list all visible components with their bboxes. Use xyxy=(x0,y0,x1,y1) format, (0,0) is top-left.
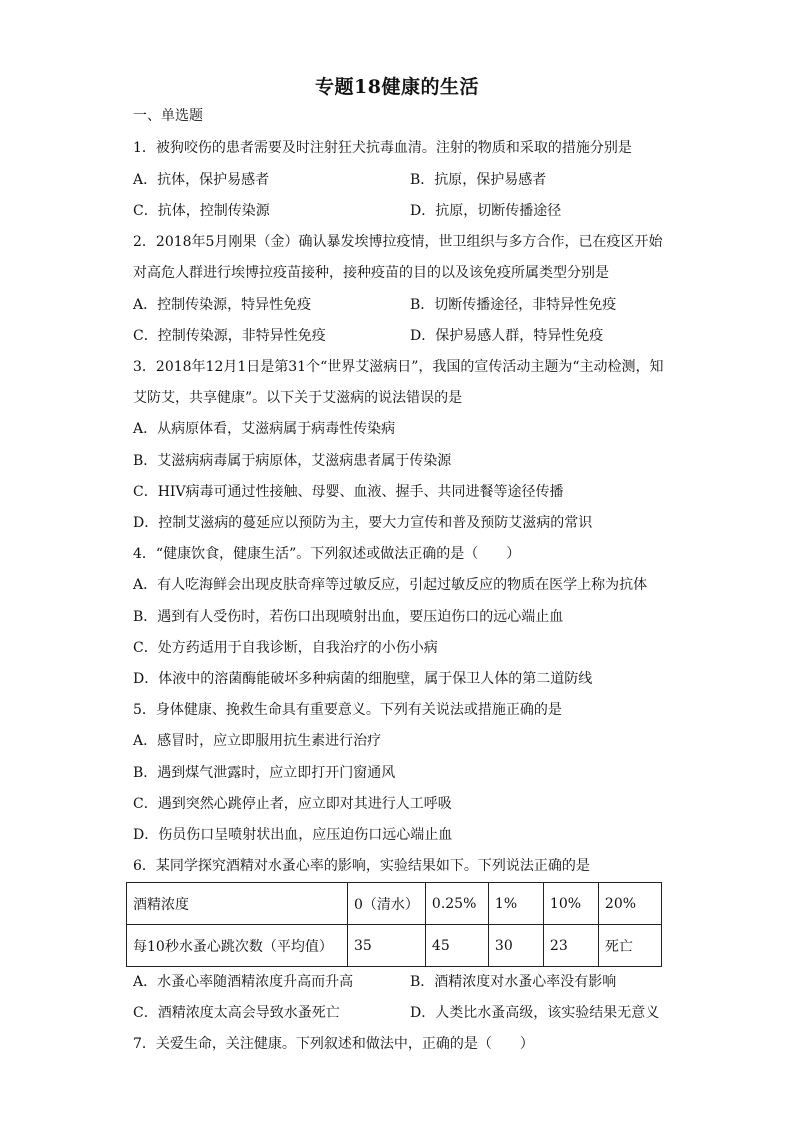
question-5-stem: 5．身体健康、挽救生命具有重要意义。下列有关说法或措施正确的是 xyxy=(133,702,562,718)
table-cell: 1% xyxy=(488,883,543,925)
q2-option-b: B．切断传播途径，非特异性免疫 xyxy=(410,297,617,313)
question-2-stem-line1: 2．2018年5月刚果（金）确认暴发埃博拉疫情，世卫组织与多方合作，已在疫区开始 xyxy=(133,234,663,250)
q4-option-c: C．处方药适用于自我诊断，自我治疗的小伤小病 xyxy=(133,640,438,656)
q1-option-a: A．抗体，保护易感者 xyxy=(133,172,270,188)
question-7-stem: 7．关爱生命，关注健康。下列叙述和做法中，正确的是（ ） xyxy=(133,1036,534,1052)
q5-option-c: C．遇到突然心跳停止者，应立即对其进行人工呼吸 xyxy=(133,796,452,812)
q3-option-b: B．艾滋病病毒属于病原体，艾滋病患者属于传染源 xyxy=(133,453,452,469)
table-cell: 23 xyxy=(543,925,598,967)
table-cell: 每10秒水蚤心跳次数（平均值） xyxy=(127,925,348,967)
table-cell: 0.25% xyxy=(425,883,488,925)
table-cell: 10% xyxy=(543,883,598,925)
q6-option-c: C．酒精浓度太高会导致水蚤死亡 xyxy=(133,1005,340,1021)
table-cell: 20% xyxy=(598,883,661,925)
q6-option-a: A．水蚤心率随酒精浓度升高而升高 xyxy=(133,974,354,990)
table-row xyxy=(127,883,662,925)
q1-option-d: D．抗原，切断传播途径 xyxy=(410,203,562,219)
table-row xyxy=(127,925,662,967)
table-cell: 死亡 xyxy=(598,925,661,967)
q2-option-a: A．控制传染源，特异性免疫 xyxy=(133,297,312,313)
q3-option-a: A．从病原体看，艾滋病属于病毒性传染病 xyxy=(133,421,396,437)
q3-option-d: D．控制艾滋病的蔓延应以预防为主，要大力宣传和普及预防艾滋病的常识 xyxy=(133,515,593,531)
q1-option-c: C．抗体，控制传染源 xyxy=(133,203,270,219)
q1-option-b: B．抗原，保护易感者 xyxy=(410,172,547,188)
q5-option-d: D．伤员伤口呈喷射状出血，应压迫伤口远心端止血 xyxy=(133,827,453,843)
q5-option-a: A．感冒时，应立即服用抗生素进行治疗 xyxy=(133,733,382,749)
question-6-stem: 6．某同学探究酒精对水蚤心率的影响，实验结果如下。下列说法正确的是 xyxy=(133,858,590,874)
q5-option-b: B．遇到煤气泄露时，应立即打开门窗通风 xyxy=(133,765,396,781)
question-1-stem: 1．被狗咬伤的患者需要及时注射狂犬抗毒血清。注射的物质和采取的措施分别是 xyxy=(133,140,632,156)
section-heading: 一、单选题 xyxy=(133,108,203,124)
table-cell: 45 xyxy=(425,925,488,967)
question-2-stem-line2: 对高危人群进行埃博拉疫苗接种，接种疫苗的目的以及该免疫所属类型分别是 xyxy=(133,265,609,281)
table-cell: 30 xyxy=(488,925,543,967)
question-3-stem-line1: 3．2018年12月1日是第31个“世界艾滋病日”，我国的宣传活动主题为“主动检测，知 xyxy=(133,359,664,375)
data-table xyxy=(126,882,662,967)
table-cell: 酒精浓度 xyxy=(127,883,348,925)
table-cell: 0（清水） xyxy=(348,883,426,925)
q4-option-a: A．有人吃海鲜会出现皮肤奇痒等过敏反应，引起过敏反应的物质在医学上称为抗体 xyxy=(133,577,648,593)
q2-option-d: D．保护易感人群，特异性免疫 xyxy=(410,328,604,344)
q6-option-d: D．人类比水蚤高级，该实验结果无意义 xyxy=(410,1005,660,1021)
q4-option-b: B．遇到有人受伤时，若伤口出现喷射出血，要压迫伤口的远心端止血 xyxy=(133,609,564,625)
page-title: 专题18健康的生活 xyxy=(315,76,479,98)
q6-option-b: B．酒精浓度对水蚤心率没有影响 xyxy=(410,974,617,990)
q3-option-c: C．HIV病毒可通过性接触、母婴、血液、握手、共同进餐等途径传播 xyxy=(133,484,564,500)
q4-option-d: D．体液中的溶菌酶能破坏多种病菌的细胞壁，属于保卫人体的第二道防线 xyxy=(133,671,593,687)
table-cell: 35 xyxy=(348,925,426,967)
q2-option-c: C．控制传染源，非特异性免疫 xyxy=(133,328,326,344)
question-4-stem: 4．“健康饮食，健康生活”。下列叙述或做法正确的是（ ） xyxy=(133,546,521,562)
question-3-stem-line2: 艾防艾，共享健康”。以下关于艾滋病的说法错误的是 xyxy=(133,390,463,406)
